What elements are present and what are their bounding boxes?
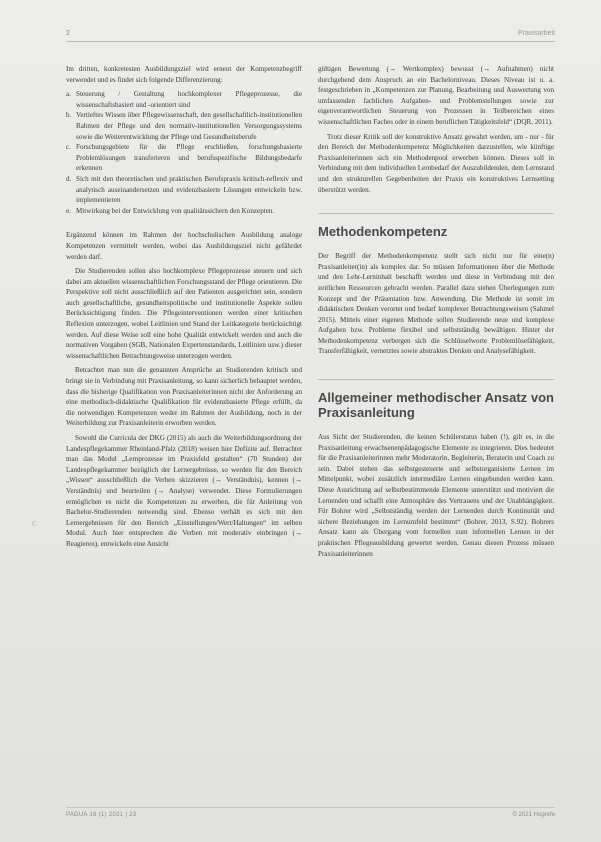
body-paragraph: Sowohl die Curricula der DKG (2015) als auch die Weiterbildungsordnung der Landespflegekammer Rheinland-Pfalz (2018) weisen hier Defizite auf. Betrachtet man das Modul „Lernprozesse im Praxisfeld gestalten“ (70 Stunden) der Landespflegekammer bezüglich der Lernergebnisse, so werden für den Bereich „Wissen“ ausschließlich die Verben skizzieren (→ Verständnis), kennen (→ Verständnis) und beurteilen (→ Analyse) verwendet. Diese Formulierungen ermöglichen es nicht die Kompetenzen zu erwerben, die für Anleitung von Bachelor-Studierenden notwendig sind. Ebenso verhält es sich mit den Lernergebnissen für den Bereich „Einstellungen/Wert/Haltungen“ im selben Modul. Auch hier entsprechen die Verben mit moderativ einbringen (→ Reagieren), entwickeln eine Ansicht	[66, 434, 302, 548]
goal-list	[66, 89, 302, 216]
body-paragraph: Der Begriff der Methodenkompetenz stellt sich nicht nur für eine(n) Praxisanleiter(in) als komplex dar. So müssen Informationen über die Methode und den Lehr-Lerninhalt beschafft werden und diese in Verbindung mit den zeitlichen Ressourcen gebracht werden. Parallel dazu stehen Überlegungen zum Konzept und der Präsentation bzw. Anwendung. Die Methode ist somit im didaktischen Denken verortet und bedarf komplexer Betrachtungsweisen (Sahmel 2015). Mittels einer eigenen Methode sollen Studierende neue und komplexe Aufgaben bzw. Probleme flexibel und selbstständig bewältigen. Hinter der Methodenkompetenz verbergen sich die Schlüsselworte Problemlösefähigkeit, Transferfähigkeit, vernetztes sowie abstraktes Denken und Analysefähigkeit.	[318, 252, 554, 356]
list-item: c. Forschungsgebiete für die Pflege erschließen, forschungsbasierte Problemlösungen transferieren und berufsspezifische Bildungsbedarfe erkennen	[66, 143, 302, 173]
intro-paragraph: Im dritten, konkretesten Ausbildungsziel wird erneut der Kompetenzbegriff verwendet und es findet sich folgende Differenzierung:	[66, 65, 302, 84]
body-paragraph: Aus Sicht der Studierenden, die keinen Schülerstatus haben (!), gilt es, in die Praxisanleitung erwachsenenpädagogische Elemente zu integrieren. Dies bedeutet für die Praxisanleiterinnen mehr Moderatorin, Begleiterin, Beraterin und Coach zu sein. Dabei stehen das selbstgesteuerte und selbstorganisierte Lernen im Mittelpunkt, wobei zusätzlich intermediäre Lernen eingebunden werden kann. Diese Ausrichtung auf selbstbestimmende Elemente unterstützt und motiviert die Lernenden und schafft eine Atmosphäre des Vertrauens und der Unabhängigkeit. Für Bohrer wird „Selbstständig werden der Lernenden durch Kontinuität und sichere Beziehungen im Lernumfeld bestimmt“ (Bohrer, 2013, S.92). Bohrers Ansatz kann als Übergang vom formellen zum informellen Lernen in der praktischen Pflegeausbildung gewertet werden. Genau diesen Prozess müssen Praxisanleiterinnen	[318, 433, 554, 558]
left-column	[66, 64, 302, 554]
footer-journal: PADUA 16 (1) 2021 | 23	[66, 812, 137, 818]
body-paragraph: Ergänzend können im Rahmen der hochschulischen Ausbildung analoge Kompetenzen vermittelt werden, wobei das Ausbildungsziel nicht gefährdet werden darf.	[66, 231, 302, 261]
page-number: 2	[66, 30, 70, 37]
running-head: Praxisarbeit	[518, 30, 555, 37]
list-item: b. Vertieftes Wissen über Pflegewissenschaft, den gesellschaftlich-institutionellen Rahmen der Pflege und den normativ-institutionellen Versorgungssystems sowie die Weiterentwicklung der Pflege und Gesundheitsberufe	[66, 111, 302, 141]
footer-copyright: © 2021 Hogrefe	[512, 812, 555, 818]
body-paragraph: gültigen Bewertung (→ Wertkomplex) bewusst (→ Aufnahmen) nicht durchgehend dem Anspruch an ein Bachelorniveau. Dieses Niveau ist u. a. festgeschrieben in „Kompetenzen zur Planung, Bearbeitung und Auswertung von umfassenden fachlichen Aufgaben- und Problemstellungen sowie zur eigenverantwortlichen Steuerung von Prozessen in Teilbereichen eines wissenschaftlichen Faches oder in einem beruflichen Tätigkeitsfeld“ (DQR, 2011).	[318, 65, 554, 126]
section-heading-methodischer-ansatz: Allgemeiner methodischer Ansatz von Praxisanleitung	[318, 379, 554, 420]
list-item: a. Steuerung / Gestaltung hochkomplexer Pflegeprozesse, die wissenschaftsbasiert und -orientiert sind	[66, 90, 302, 109]
body-paragraph: Betrachtet man nun die genannten Ansprüche an Studierenden kritisch und bringt sie in Verbindung mit Praxisanleitung, so kann sicherlich behauptet werden, dass die bisherige Qualifikation von Praxisanleiterinnen nicht der Anforderung an eine methodisch-didaktische Qualifikation für evidenzbasierte Pflege erfüllt, da die notwendigen Kompetenzen weder im Rahmen der Ausbildung, noch in der Weiterbildung zur Praxisanleiterin erworben werden.	[66, 366, 302, 428]
list-item: e. Mitwirkung bei der Entwicklung von qualitätssichern den Konzepten.	[66, 206, 275, 215]
header-rule	[66, 41, 555, 42]
section-heading-methodenkompetenz: Methodenkompetenz	[318, 213, 554, 239]
body-paragraph: Trotz dieser Kritik soll der konstruktive Ansatz gewahrt werden, um - nur - für den Bereich der Methodenkompetenz Möglichkeiten darzustellen, wie künftige Praxisanleiterinnen sich ein Methodenpool erwerben können. Dieses soll in Verbindung mit dem individuellen Lernbedarf der Auszubildenden, dem Lernstand und den strukturellen Gegebenheiten der Praxis ein konstruktives Lernsetting überstützt werden.	[318, 132, 554, 194]
right-column	[318, 64, 554, 563]
list-item: d. Sich mit den theoretischen und praktischen Berufspraxis kritisch-reflexiv und analytisch auseinandersetzen und evidenzbasierte Lösungen entwickeln bzw. implementieren	[66, 174, 302, 205]
margin-mark: C	[32, 520, 37, 528]
footer-rule	[66, 807, 555, 808]
body-paragraph: Die Studierenden sollen also hochkomplexe Pflegeprozesse steuern und sich dabei am aktuellen wissenschaftlichen Forschungsstand der Pflege orientieren. Die Perspektive soll nicht ausschließlich auf den Patienten ausgerichtet sein, sondern auch gesellschaftliche, gesundheitspolitische und institutionelle Aspekte sollen Berücksichtigung finden. Die Pflegeinterventionen werden einer kritischen Reflexion unterzogen, wobei Leitlinien und Stand der Leitkategorie berücksichtigt werden. Auf diese Weise soll eine hohe Qualität entwickelt werden und auch die normativen Vorgaben (SGB, Nationalen Expertenstandards, Leitlinien usw.) dieser wissenschaftlichen Betrachtungsweise unterzogen werden.	[66, 267, 302, 360]
